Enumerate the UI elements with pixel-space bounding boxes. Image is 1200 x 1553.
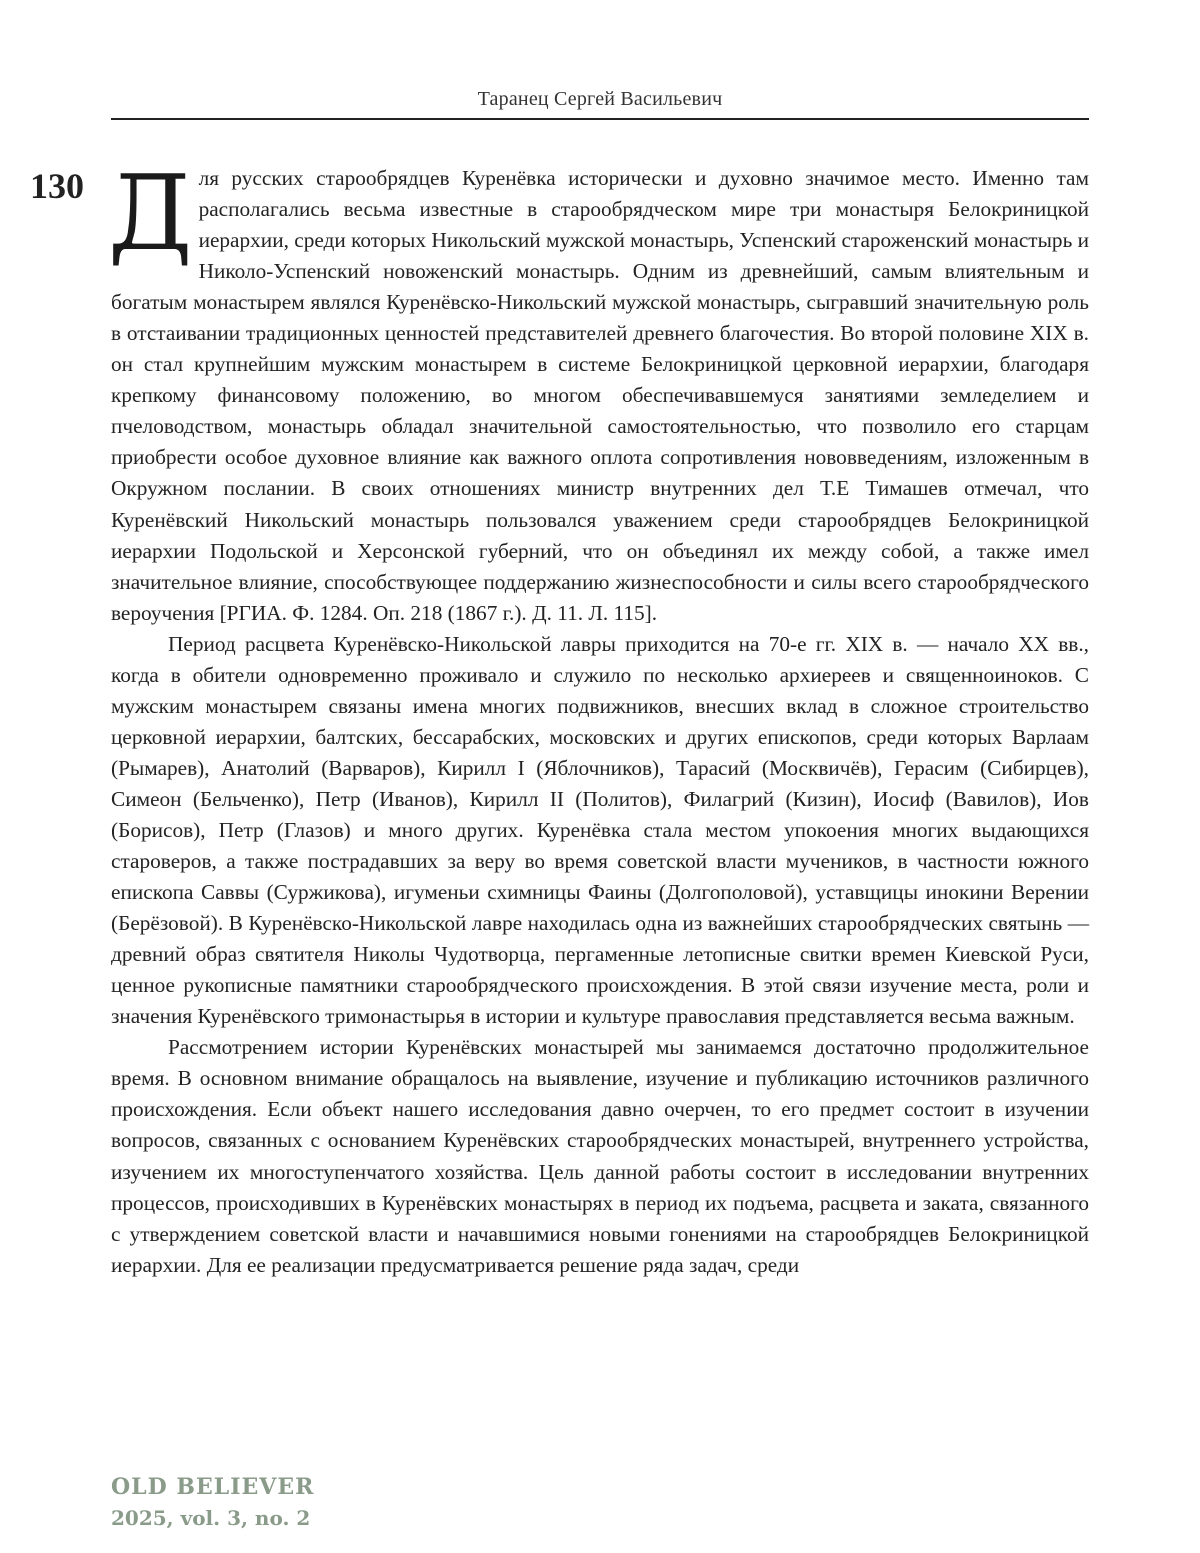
running-head-author: Таранец Сергей Васильевич xyxy=(111,88,1089,111)
paragraph-3: Рассмотрением истории Куренёвских монастырей мы занимаемся достаточно продолжительное время. В основном внимание обращалось на выявление, изучение и публикацию источников различного происхождения. Если объект нашего исследования давно очерчен, то его предмет состоит в изучении вопросов, связанных с основанием Куренёвских старообрядческих монастырей, внутреннего устройства, изучением их многоступенчатого хозяйства. Цель данной работы состоит в исследовании внутренних процессов, происходивших в Куренёвских монастырях в период их подъема, расцвета и заката, связанного с утверждением советской власти и начавшимися новыми гонениями на старообрядцев Белокриницкой иерархии. Для ее реализации предусматривается решение ряда задач, среди xyxy=(111,1032,1089,1280)
journal-footer xyxy=(111,1472,314,1533)
article-body xyxy=(111,163,1089,1281)
drop-cap: Д xyxy=(108,169,193,259)
journal-issue: 2025, vol. 3, no. 2 xyxy=(111,1504,314,1533)
page-number: 130 xyxy=(30,168,84,204)
paragraph-1 xyxy=(111,163,1089,629)
paragraph-1-text: ля русских старообрядцев Куренёвка исторически и духовно значимое место. Именно там располагались весьма известные в старообрядческом мире три монастыря Белокриницкой иерархии, среди которых Никольский мужской монастырь, Успенский староженский монастырь и Николо-Успенский новоженский монастырь. Одним из древнейший, самым влиятельным и богатым монастырем являлся Куренёвско-Никольский мужской монастырь, сыгравший значительную роль в отстаивании традиционных ценностей представителей древнего благочестия. Во второй половине XIX в. он стал крупнейшим мужским монастырем в системе Белокриницкой церковной иерархии, благодаря крепкому финансовому положению, во многом обеспечивавшемуся занятиями земледелием и пчеловодством, монастырь обладал значительной самостоятельностью, что позволило его старцам приобрести особое духовное влияние как важного оплота сопротивления нововведениям, изложенным в Окружном послании. В своих отношениях министр внутренних дел Т.Е Тимашев отмечал, что Куренёвский Никольский монастырь пользовался уважением среди старообрядцев Белокриницкой иерархии Подольской и Херсонской губерний, что он объединял их между собой, а также имел значительное влияние, способствующее поддержанию жизнеспособности и силы всего старообрядческого вероучения [РГИА. Ф. 1284. Оп. 218 (1867 г.). Д. 11. Л. 115]. xyxy=(111,166,1089,625)
journal-name: OLD BELIEVER xyxy=(111,1472,314,1504)
header-rule xyxy=(111,118,1089,120)
paragraph-2: Период расцвета Куренёвско-Никольской лавры приходится на 70-е гг. XIX в. — начало XX вв., когда в обители одновременно проживало и служило по несколько архиереев и священноиноков. С мужским монастырем связаны имена многих подвижников, внесших вклад в сложное строительство церковной иерархии, балтских, бессарабских, московских и других епископов, среди которых Варлаам (Рымарев), Анатолий (Варваров), Кирилл I (Яблочников), Тарасий (Москвичёв), Герасим (Сибирцев), Симеон (Бельченко), Петр (Иванов), Кирилл II (Политов), Филагрий (Кизин), Иосиф (Вавилов), Иов (Борисов), Петр (Глазов) и много других. Куренёвка стала местом упокоения многих выдающихся староверов, а также пострадавших за веру во время советской власти мучеников, в частности южного епископа Саввы (Суржикова), игуменьи схимницы Фаины (Долгополовой), уставщицы инокини Верении (Берёзовой). В Куренёвско-Никольской лавре находилась одна из важнейших старообрядческих святынь — древний образ святителя Николы Чудотворца, пергаменные летописные свитки времен Киевской Руси, ценное рукописные памятники старообрядческого происхождения. В этой связи изучение места, роли и значения Куренёвского тримонастырья в истории и культуре православия представляется весьма важным. xyxy=(111,629,1089,1033)
